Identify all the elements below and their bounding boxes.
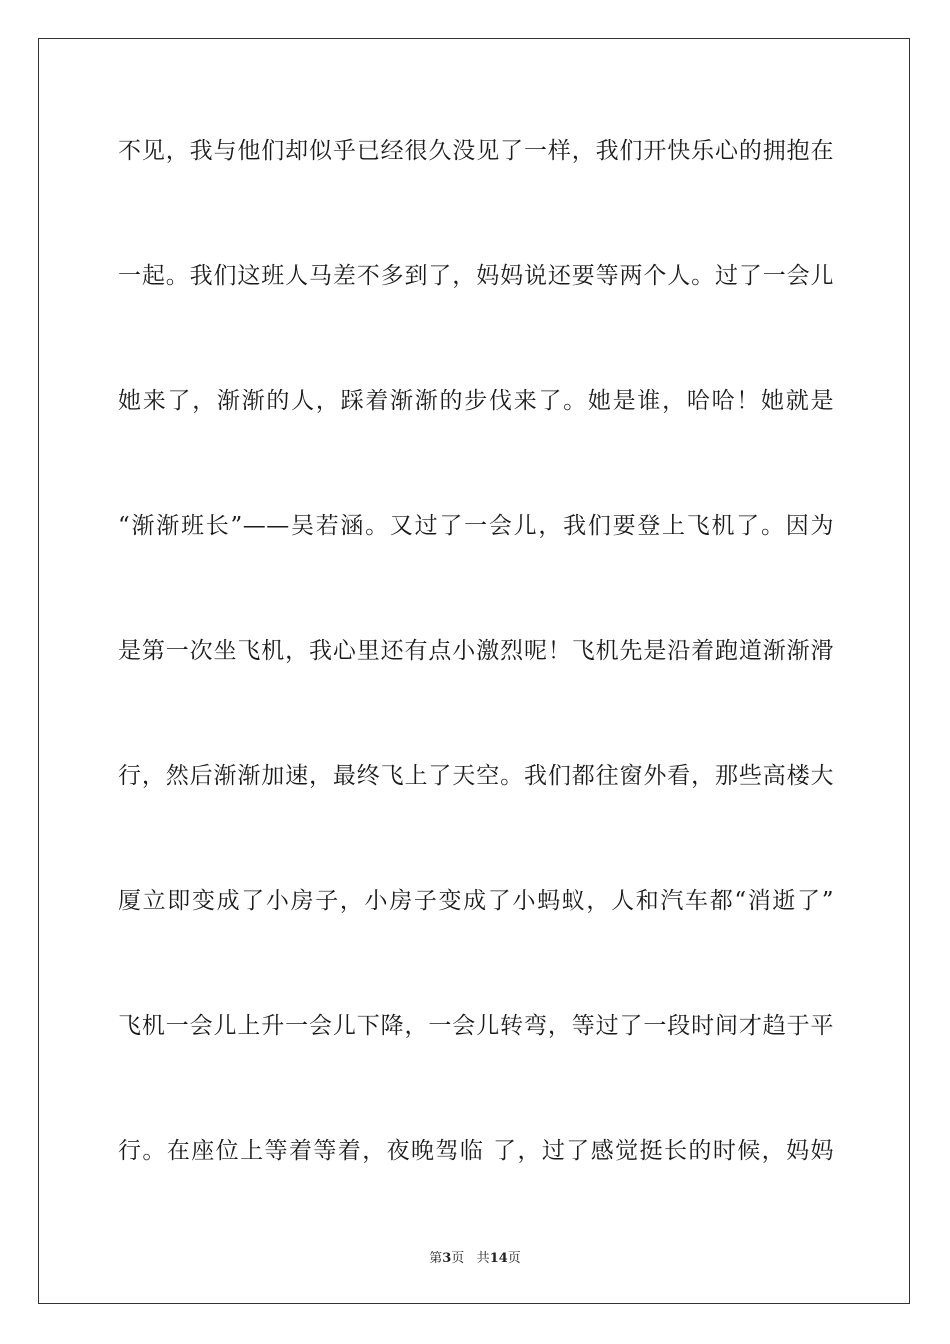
text-line: “渐渐班长”——吴若涵。又过了一会儿，我们要登上飞机了。因为 xyxy=(118,513,834,539)
page-suffix: 页 xyxy=(451,1251,465,1266)
text-line: 行，然后渐渐加速，最终飞上了天空。我们都往窗外看，那些高楼大 xyxy=(118,763,834,789)
text-line: 飞机一会儿上升一会儿下降，一会儿转弯，等过了一段时间才趋于平 xyxy=(118,1013,834,1039)
text-line: 厦立即变成了小房子，小房子变成了小蚂蚁，人和汽车都“消逝了” xyxy=(118,888,834,914)
text-line: 她来了，渐渐的人，踩着渐渐的步伐来了。她是谁，哈哈！她就是 xyxy=(118,388,834,414)
page-number: 3 xyxy=(442,1251,452,1266)
text-line: 不见，我与他们却似乎已经很久没见了一样，我们开快乐心的拥抱在 xyxy=(118,138,834,164)
text-line: 一起。我们这班人马差不多到了，妈妈说还要等两个人。过了一会儿 xyxy=(118,263,834,289)
total-prefix: 共 xyxy=(476,1251,490,1266)
text-line: 行。在座位上等着等着，夜晚驾临 了，过了感觉挺长的时候，妈妈 xyxy=(118,1138,834,1164)
document-body xyxy=(118,128,834,1253)
total-suffix: 页 xyxy=(507,1251,521,1266)
page-prefix: 第 xyxy=(429,1251,443,1266)
total-pages: 14 xyxy=(489,1251,508,1266)
text-line: 是第一次坐飞机，我心里还有点小激烈呢！飞机先是沿着跑道渐渐滑 xyxy=(118,638,834,664)
page-footer xyxy=(0,1247,950,1266)
